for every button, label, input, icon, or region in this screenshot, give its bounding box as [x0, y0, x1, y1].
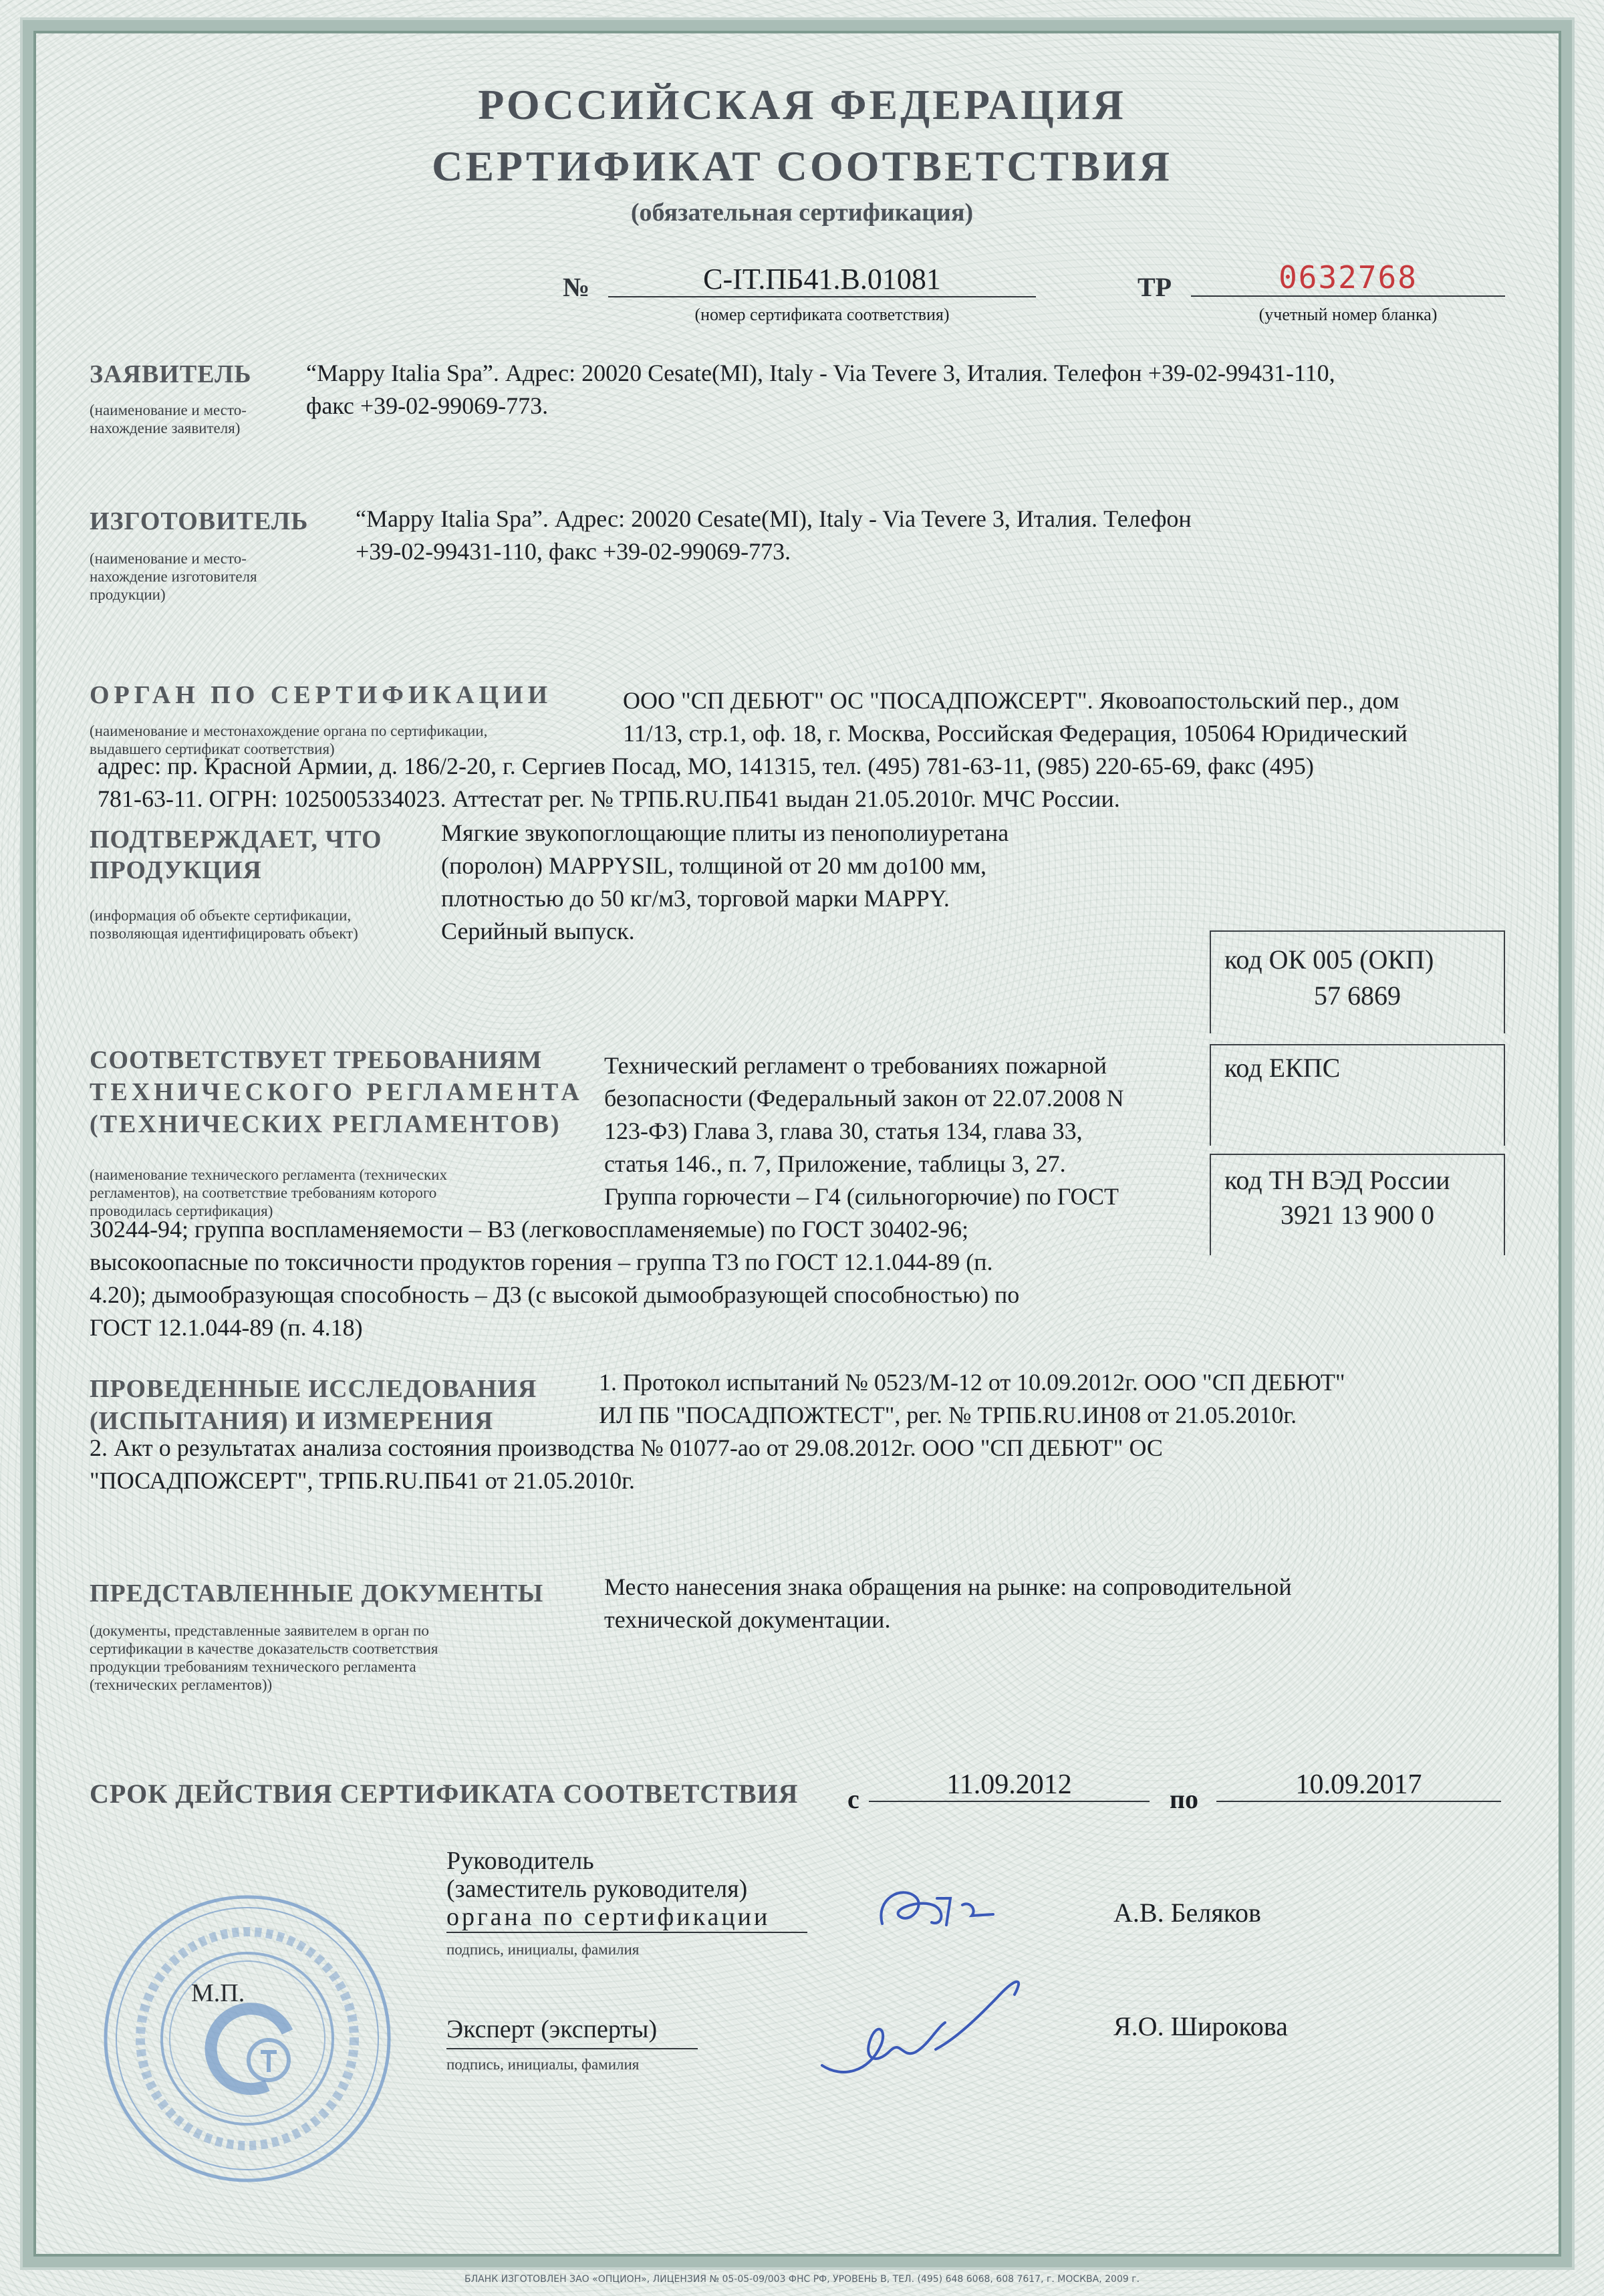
cert-body-text-2: 11/13, стр.1, оф. 18, г. Москва, Российская Федерация, 105064 Юридический — [623, 720, 1408, 747]
compliance-text-6: 30244-94; группа воспламеняемости – В3 (легковоспламеняемые) по ГОСТ 30402-96; — [90, 1216, 969, 1243]
documents-text-1: Место нанесения знака обращения на рынке: на сопроводительной — [604, 1573, 1292, 1600]
title-mandatory: (обязательная сертификация) — [630, 199, 974, 227]
official-stamp — [94, 1885, 401, 2192]
compliance-text-5: Группа горючести – Г4 (сильногорючие) по ГОСТ — [604, 1183, 1119, 1210]
okp-code-box — [1210, 930, 1505, 1033]
documents-caption-2: сертификации в качестве доказательств соответствия — [90, 1640, 438, 1657]
expert-signature-line — [446, 2048, 698, 2049]
product-heading-1: ПОДТВЕРЖДАЕТ, ЧТО — [90, 825, 382, 854]
manufacturer-caption-1: (наименование и место- — [90, 550, 247, 567]
documents-text-2: технической документации. — [604, 1606, 891, 1633]
head-signature-line — [446, 1932, 807, 1933]
ekps-code-box — [1210, 1044, 1505, 1146]
compliance-text-2: безопасности (Федеральный закон от 22.07.2008 N — [604, 1085, 1124, 1112]
expert-signature-mark — [802, 1965, 1056, 2099]
compliance-text-9: ГОСТ 12.1.044-89 (п. 4.18) — [90, 1314, 363, 1341]
compliance-heading-1: СООТВЕТСТВУЕТ ТРЕБОВАНИЯМ — [90, 1046, 543, 1074]
product-text-2: (поролон) MAPPYSIL, толщиной от 20 мм до100 мм, — [441, 852, 987, 879]
applicant-text-2: факс +39-02-99069-773. — [306, 392, 549, 419]
expert-name: Я.О. Широкова — [1113, 2011, 1288, 2041]
blank-number: 0632768 — [1191, 259, 1505, 297]
validity-to-label: по — [1170, 1784, 1199, 1814]
manufacturer-caption-3: продукции) — [90, 586, 166, 603]
tests-text-4: "ПОСАДПОЖСЕРТ", ТРПБ.RU.ПБ41 от 21.05.2010г. — [90, 1467, 635, 1494]
tests-text-3: 2. Акт о результатах анализа состояния производства № 01077-ао от 29.08.2012г. ООО "СП ДЕБЮТ" ОС — [90, 1434, 1163, 1461]
compliance-caption-2: регламентов), на соответствие требованиям которого — [90, 1184, 437, 1201]
cert-number-label: № — [563, 272, 590, 302]
cert-body-caption-2: выдавшего сертификат соответствия) — [90, 741, 335, 757]
cert-number-caption: (номер сертификата соответствия) — [694, 305, 950, 324]
applicant-caption-2: нахождение заявителя) — [90, 420, 241, 436]
okp-code-label: код ОК 005 (ОКП) — [1224, 944, 1434, 975]
documents-caption-1: (документы, представленные заявителем в орган по — [90, 1622, 429, 1639]
head-role-2: (заместитель руководителя) — [446, 1875, 748, 1903]
head-role-1: Руководитель — [446, 1847, 594, 1875]
manufacturer-text-2: +39-02-99431-110, факс +39-02-99069-773. — [356, 538, 791, 565]
compliance-text-8: 4.20); дымообразующая способность – Д3 (с высокой дымообразующей способностью) по — [90, 1281, 1020, 1308]
manufacturer-caption-2: нахождение изготовителя — [90, 568, 257, 585]
ekps-code-label: код ЕКПС — [1224, 1053, 1341, 1083]
cert-body-text-3: адрес: пр. Красной Армии, д. 186/2-20, г. Сергиев Посад, МО, 141315, тел. (495) 781-63-11, (985) 220-65-69, факс (495) — [98, 753, 1314, 779]
product-text-1: Мягкие звукопоглощающие плиты из пенополиуретана — [441, 819, 1009, 846]
compliance-text-4: статья 146., п. 7, Приложение, таблицы 3, 27. — [604, 1150, 1066, 1177]
head-signature-caption: подпись, инициалы, фамилия — [446, 1941, 640, 1958]
cert-body-caption-1: (наименование и местонахождение органа по сертификации, — [90, 723, 488, 739]
okp-code-value: 57 6869 — [1314, 981, 1401, 1011]
product-heading-2: ПРОДУКЦИЯ — [90, 856, 262, 884]
title-country: РОССИЙСКАЯ ФЕДЕРАЦИЯ — [478, 81, 1126, 128]
compliance-text-3: 123-ФЗ) Глава 3, глава 30, статья 134, глава 33, — [604, 1118, 1083, 1144]
product-caption-2: позволяющая идентифицировать объект) — [90, 925, 358, 942]
compliance-text-1: Технический регламент о требованиях пожарной — [604, 1052, 1107, 1079]
compliance-caption-3: проводилась сертификация) — [90, 1202, 273, 1219]
validity-from-date: 11.09.2012 — [869, 1769, 1150, 1802]
validity-to-date: 10.09.2017 — [1216, 1769, 1501, 1802]
compliance-caption-1: (наименование технического регламента (технических — [90, 1166, 447, 1183]
cert-number: C-IT.ПБ41.В.01081 — [608, 262, 1036, 297]
tests-heading-1: ПРОВЕДЕННЫЕ ИССЛЕДОВАНИЯ — [90, 1375, 537, 1403]
validity-heading: СРОК ДЕЙСТВИЯ СЕРТИФИКАТА СООТВЕТСТВИЯ — [90, 1779, 799, 1809]
title-certificate: СЕРТИФИКАТ СООТВЕТСТВИЯ — [432, 142, 1172, 190]
blank-number-caption: (учетный номер бланка) — [1258, 305, 1438, 324]
product-caption-1: (информация об объекте сертификации, — [90, 907, 352, 924]
cert-body-text-4: 781-63-11. ОГРН: 1025005334023. Аттестат рег. № ТРПБ.RU.ПБ41 выдан 21.05.2010г. МЧС России. — [98, 785, 1120, 812]
product-text-4: Серийный выпуск. — [441, 918, 635, 944]
documents-caption-4: (технических регламентов)) — [90, 1676, 273, 1693]
applicant-text-1: “Mappy Italia Spa”. Адрес: 20020 Cesate(MI), Italy - Via Tevere 3, Италия. Телефон +39-02-99431-110, — [306, 360, 1335, 386]
footer-imprint: БЛАНК ИЗГОТОВЛЕН ЗАО «ОПЦИОН», ЛИЦЕНЗИЯ № 05-05-09/003 ФНС РФ, УРОВЕНЬ В, ТЕЛ. (495) 648 6068, 608 7617, г. МОСКВА, 2009 г. — [464, 2274, 1140, 2285]
compliance-heading-2: ТЕХНИЧЕСКОГО РЕГЛАМЕНТА — [90, 1078, 583, 1106]
product-text-3: плотностью до 50 кг/м3, торговой марки MAPPY. — [441, 885, 950, 912]
validity-from-label: с — [847, 1784, 859, 1814]
documents-caption-3: продукции требованиям технического регламента — [90, 1658, 416, 1675]
tnved-code-box — [1210, 1154, 1505, 1255]
expert-signature-caption: подпись, инициалы, фамилия — [446, 2056, 640, 2073]
head-name: А.В. Беляков — [1113, 1898, 1261, 1928]
expert-role: Эксперт (эксперты) — [446, 2015, 658, 2043]
tests-text-1: 1. Протокол испытаний № 0523/М-12 от 10.09.2012г. ООО "СП ДЕБЮТ" — [599, 1369, 1345, 1396]
head-signature-mark — [862, 1872, 1009, 1945]
tests-heading-2: (ИСПЫТАНИЯ) И ИЗМЕРЕНИЯ — [90, 1407, 494, 1435]
documents-heading: ПРЕДСТАВЛЕННЫЕ ДОКУМЕНТЫ — [90, 1579, 544, 1608]
applicant-heading: ЗАЯВИТЕЛЬ — [90, 360, 252, 388]
manufacturer-text-1: “Mappy Italia Spa”. Адрес: 20020 Cesate(MI), Italy - Via Tevere 3, Италия. Телефон — [356, 505, 1192, 532]
head-role-3: органа по сертификации — [446, 1903, 771, 1931]
cert-body-heading: ОРГАН ПО СЕРТИФИКАЦИИ — [90, 681, 553, 709]
cert-body-text-1: ООО "СП ДЕБЮТ" ОС "ПОСАДПОЖСЕРТ". Яковоапостольский пер., дом — [623, 687, 1399, 714]
compliance-heading-3: (ТЕХНИЧЕСКИХ РЕГЛАМЕНТОВ) — [90, 1110, 561, 1138]
manufacturer-heading: ИЗГОТОВИТЕЛЬ — [90, 507, 309, 535]
compliance-text-7: высокоопасные по токсичности продуктов горения – группа Т3 по ГОСТ 12.1.044-89 (п. — [90, 1249, 993, 1275]
tests-text-2: ИЛ ПБ "ПОСАДПОЖТЕСТ", рег. № ТРПБ.RU.ИН08 от 21.05.2010г. — [599, 1402, 1297, 1428]
tnved-code-label: код ТН ВЭД России — [1224, 1165, 1450, 1195]
applicant-caption-1: (наименование и место- — [90, 402, 247, 418]
stamp-mp-label: М.П. — [191, 1979, 245, 2007]
tnved-code-value: 3921 13 900 0 — [1281, 1200, 1434, 1230]
tp-label: ТР — [1138, 272, 1172, 302]
